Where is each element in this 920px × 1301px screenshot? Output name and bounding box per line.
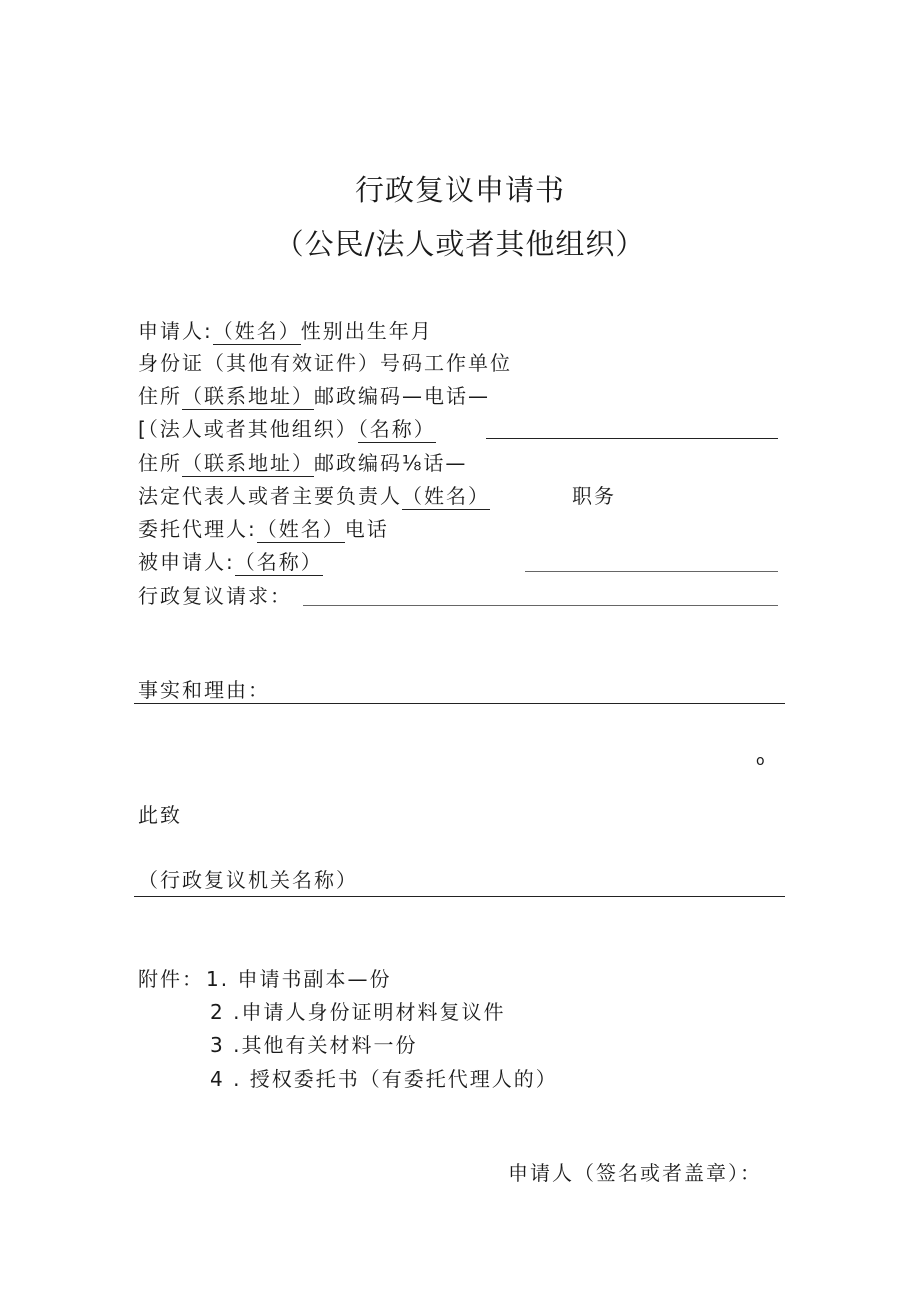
agent-phone-label: 电话 <box>344 517 389 541</box>
facts-blank-line[interactable] <box>134 703 785 704</box>
document-title: 行政复议申请书 <box>354 173 565 207</box>
address-line-1 <box>138 383 490 409</box>
applicant-label: 申请人: <box>138 319 213 343</box>
respondent-blank-line[interactable] <box>525 571 778 572</box>
authority-name: （行政复议机关名称） <box>138 868 358 892</box>
position-label: 职务 <box>572 484 616 508</box>
postal-phone-label-2: 邮政编码⅛话— <box>314 451 468 475</box>
legal-rep-name-field[interactable]: （姓名） <box>402 484 490 508</box>
legal-rep-label: 法定代表人或者主要负责人 <box>138 484 402 508</box>
agent-name-field[interactable]: （姓名） <box>256 517 345 541</box>
org-bracket: [ <box>138 417 148 441</box>
applicant-signature-label: 申请人（签名或者盖章）： <box>508 1161 762 1185</box>
request-label: 行政复议请求： <box>138 584 292 608</box>
attachment-item-2: 2 .申请人身份证明材料复议件 <box>210 1000 506 1024</box>
attachment-item-3: 3 .其他有关材料一份 <box>210 1033 418 1057</box>
attachment-item-1: 1. 申请书副本—份 <box>206 967 392 991</box>
org-name-field[interactable]: （名称） <box>357 417 436 441</box>
respondent-line <box>138 549 323 575</box>
respondent-label: 被申请人: <box>138 550 235 574</box>
legal-rep-line <box>138 483 490 509</box>
address-line-2 <box>138 450 467 476</box>
period-mark: o <box>756 753 767 769</box>
applicant-name-field[interactable]: （姓名） <box>212 319 301 343</box>
agent-label: 委托代理人: <box>138 517 257 541</box>
id-line: 身份证（其他有效证件）号码工作单位 <box>138 351 512 375</box>
applicant-details-label: 性别出生年月 <box>300 319 433 343</box>
address-label-1: 住所 <box>138 384 182 408</box>
address-field-2[interactable]: （联系地址） <box>182 451 314 475</box>
attachment-item-4: 4 . 授权委托书（有委托代理人的） <box>210 1067 558 1091</box>
address-field-1[interactable]: （联系地址） <box>182 384 314 408</box>
org-line <box>138 416 436 442</box>
attachments-label: 附件： <box>138 967 204 991</box>
facts-line <box>138 677 270 703</box>
facts-label: 事实和理由： <box>138 678 270 702</box>
respondent-name-field[interactable]: （名称） <box>234 550 323 574</box>
agent-line <box>138 516 389 542</box>
authority-line <box>138 867 358 893</box>
address-label-2: 住所 <box>138 451 182 475</box>
request-blank-line[interactable] <box>303 605 778 606</box>
org-blank-line[interactable] <box>486 438 778 439</box>
applicant-line <box>138 318 433 344</box>
document-subtitle: （公民/法人或者其他组织） <box>274 227 646 261</box>
closing-salutation: 此致 <box>138 803 182 827</box>
postal-phone-label-1: 邮政编码—电话— <box>314 384 490 408</box>
request-line <box>138 583 292 609</box>
org-label: （法人或者其他组织） <box>147 417 358 441</box>
authority-blank-line[interactable] <box>134 896 785 897</box>
